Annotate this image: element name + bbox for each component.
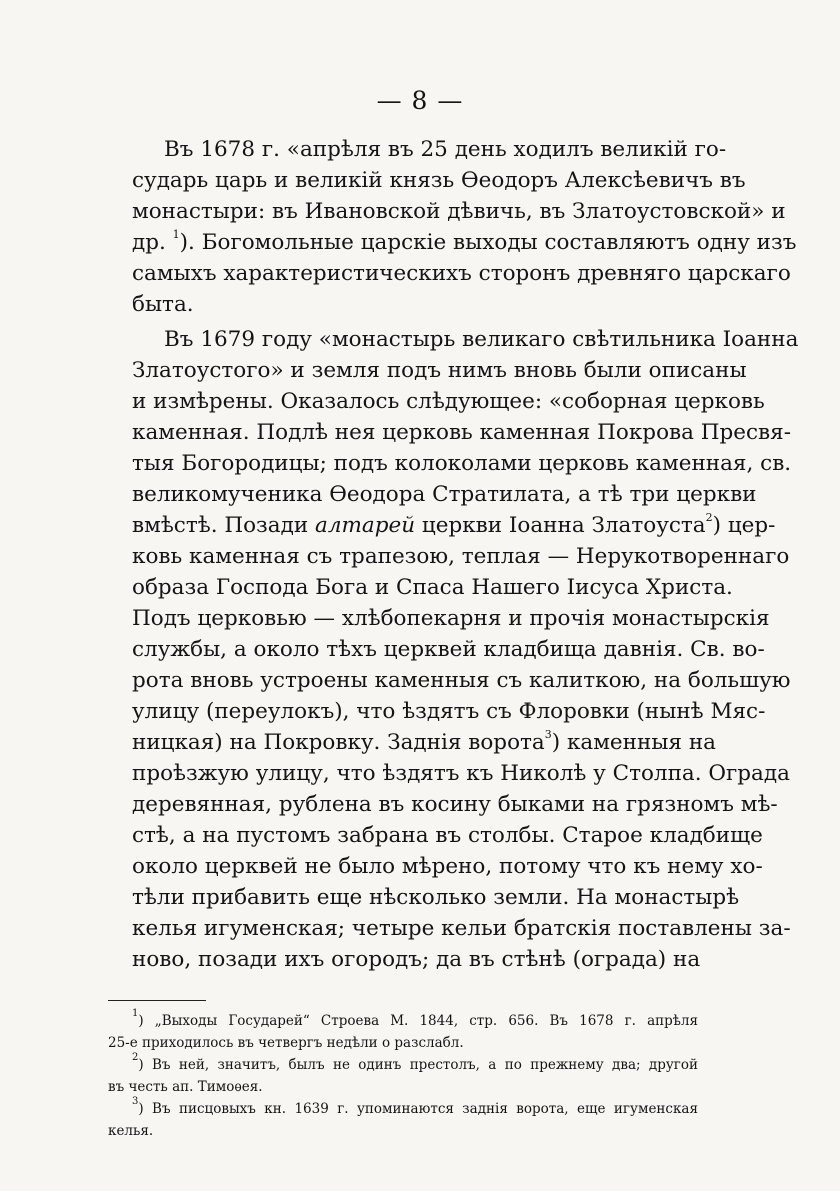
italic-word: алтарей bbox=[315, 513, 416, 538]
footnote-number: 3 bbox=[132, 1095, 139, 1107]
paragraph-2-line: келья игуменская; четыре кельи братскія поставлены за- bbox=[132, 916, 791, 941]
footnote-2 bbox=[132, 1051, 698, 1076]
footnote-ref: 2 bbox=[705, 510, 713, 524]
footnote-text: ) Въ писцовыхъ кн. 1639 г. упоминаются заднія ворота, еще игуменская bbox=[138, 1101, 698, 1117]
footnote-2-continuation: въ честь ап. Тимоѳея. bbox=[108, 1079, 263, 1095]
footnote-number: 2 bbox=[132, 1051, 139, 1063]
footnote-number: 1 bbox=[132, 1007, 139, 1019]
paragraph-1-line bbox=[132, 227, 797, 258]
paragraph-1-line: Въ 1678 г. «апрѣля въ 25 день ходилъ великій го- bbox=[164, 137, 727, 162]
paragraph-2-line: образа Господа Бога и Спаса Нашего Іисуса Христа. bbox=[132, 575, 733, 600]
footnote-1-continuation: 25-е приходилось въ четвергъ недѣли о разслабл. bbox=[108, 1035, 464, 1051]
text-run: церкви Іоанна Златоуста bbox=[415, 513, 706, 538]
footnote-text: ) „Выходы Государей“ Строева М. 1844, стр. 656. Въ 1678 г. апрѣля bbox=[138, 1013, 698, 1029]
paragraph-2-line: великомученика Ѳеодора Стратилата, а тѣ три церкви bbox=[132, 482, 757, 507]
footnote-separator bbox=[108, 1000, 206, 1001]
text-run: ). Богомольные царскіе выходы составляютъ одну изъ bbox=[179, 230, 797, 255]
text-run: др. bbox=[132, 230, 173, 255]
paragraph-2-line: улицу (переулокъ), что ѣздятъ съ Флоровки (нынѣ Мяс- bbox=[132, 699, 766, 724]
paragraph-1-line: сударь царь и великій князь Ѳеодоръ Алексѣевичъ въ bbox=[132, 168, 746, 193]
footnote-text: ) Въ ней, значитъ, былъ не одинъ престолъ, а по прежнему два; другой bbox=[138, 1057, 698, 1073]
footnote-3-continuation: келья. bbox=[108, 1123, 154, 1139]
text-run: вмѣстѣ. Позади bbox=[132, 513, 316, 538]
paragraph-2-line bbox=[132, 510, 776, 541]
paragraph-2-line: тѣли прибавить еще нѣсколько земли. На монастырѣ bbox=[132, 885, 740, 910]
paragraph-2-line: тыя Богородицы; подъ колоколами церковь каменная, св. bbox=[132, 451, 792, 476]
paragraph-2-line: Златоустого» и земля подъ нимъ вновь были описаны bbox=[132, 358, 747, 383]
paragraph-2-line: рота вновь устроены каменныя съ калиткою, на большую bbox=[132, 668, 791, 693]
text-run: ницкая) на Покровку. Заднія ворота bbox=[132, 730, 545, 755]
text-run: ) цер- bbox=[712, 513, 776, 538]
footnote-3 bbox=[132, 1095, 698, 1120]
page-number: — 8 — bbox=[376, 86, 464, 115]
paragraph-2-line: стѣ, а на пустомъ забрана въ столбы. Старое кладбище bbox=[132, 823, 763, 848]
paragraph-1-line: быта. bbox=[132, 292, 194, 317]
paragraph-2-line: службы, а около тѣхъ церквей кладбища давнія. Св. во- bbox=[132, 637, 765, 662]
paragraph-2-line: и измѣрены. Оказалось слѣдующее: «соборная церковь bbox=[132, 389, 765, 414]
paragraph-2-line bbox=[132, 727, 716, 758]
paragraph-2-line: деревянная, рублена въ косину быками на грязномъ мѣ- bbox=[132, 792, 778, 817]
paragraph-2-line: проѣзжую улицу, что ѣздятъ къ Николѣ у Столпа. Ограда bbox=[132, 761, 790, 786]
paragraph-1-line: монастыри: въ Ивановской дѣвичь, въ Златоустовской» и bbox=[132, 199, 786, 224]
footnote-ref: 1 bbox=[172, 227, 180, 241]
paragraph-2-line: Подъ церковью — хлѣбопекарня и прочія монастырскія bbox=[132, 606, 770, 631]
paragraph-1-line: самыхъ характеристическихъ сторонъ древняго царскаго bbox=[132, 261, 791, 286]
paragraph-2-line: ново, позади ихъ огородъ; да въ стѣнѣ (ограда) на bbox=[132, 947, 701, 972]
paragraph-2-line: около церквей не было мѣрено, потому что къ нему хо- bbox=[132, 854, 763, 879]
paragraph-2-line: каменная. Подлѣ нея церковь каменная Покрова Пресвя- bbox=[132, 420, 791, 445]
paragraph-2-line: Въ 1679 году «монастырь великаго свѣтильника Іоанна bbox=[164, 327, 799, 352]
footnote-1 bbox=[132, 1007, 698, 1032]
paragraph-2-line: ковь каменная съ трапезою, теплая — Нерукотвореннаго bbox=[132, 544, 790, 569]
text-run: ) каменныя на bbox=[551, 730, 716, 755]
footnote-ref: 3 bbox=[544, 727, 552, 741]
